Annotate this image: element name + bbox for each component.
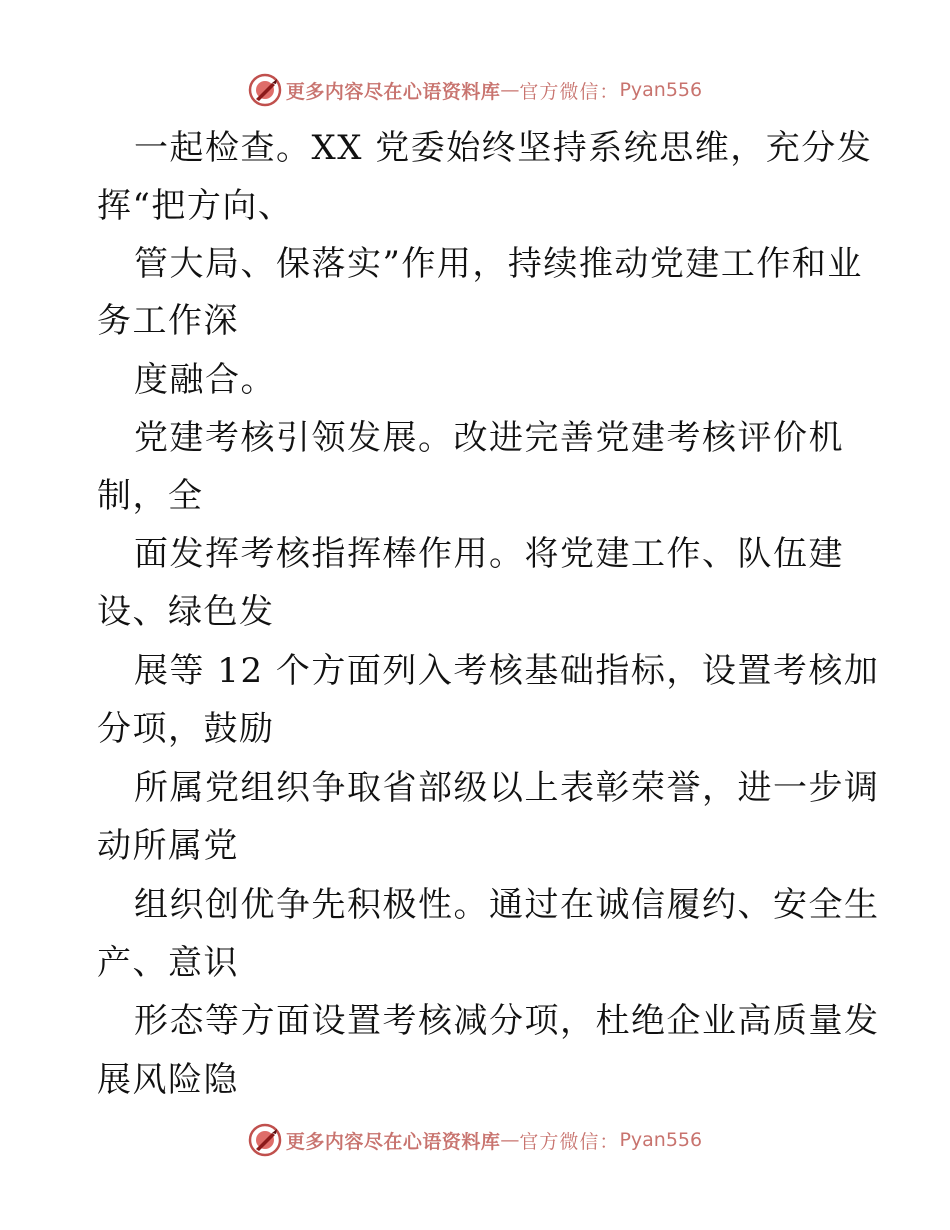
paragraph-line: 形态等方面设置考核减分项，杜绝企业高质量发 bbox=[134, 1001, 880, 1041]
watermark-brand-text: 更多内容尽在心语资料库 bbox=[285, 1130, 501, 1153]
footer-watermark bbox=[0, 1120, 950, 1160]
watermark-wechat-id: Pyan556 bbox=[619, 79, 703, 101]
paragraph-line: 产、意识 bbox=[97, 943, 239, 983]
paragraph-line: 度融合。 bbox=[134, 360, 276, 400]
paragraph-line: 展风险隐 bbox=[97, 1060, 239, 1100]
paragraph-line: 制，全 bbox=[97, 476, 204, 516]
paragraph-line: 组织创优争先积极性。通过在诚信履约、安全生 bbox=[134, 885, 880, 925]
paragraph-line: 一起检查。XX 党委始终坚持系统思维，充分发 bbox=[134, 128, 873, 168]
watermark-wechat-id: Pyan556 bbox=[619, 1129, 703, 1151]
header-watermark bbox=[0, 70, 950, 110]
brand-logo-icon bbox=[248, 1123, 282, 1157]
paragraph-line: 党建考核引领发展。改进完善党建考核评价机 bbox=[134, 418, 844, 458]
paragraph-line: 管大局、保落实”作用，持续推动党建工作和业 bbox=[134, 244, 863, 284]
paragraph-line: 设、绿色发 bbox=[97, 592, 275, 632]
paragraph-line: 所属党组织争取省部级以上表彰荣誉，进一步调 bbox=[134, 768, 880, 808]
watermark-official-label: 官方微信： bbox=[519, 80, 620, 103]
watermark-dash: — bbox=[500, 79, 520, 101]
paragraph-line: 动所属党 bbox=[97, 826, 239, 866]
watermark-brand-text: 更多内容尽在心语资料库 bbox=[285, 80, 501, 103]
watermark-official-label: 官方微信： bbox=[519, 1130, 620, 1153]
brand-logo-icon bbox=[248, 73, 282, 107]
watermark-dash: — bbox=[500, 1129, 520, 1151]
paragraph-line: 务工作深 bbox=[97, 301, 239, 341]
paragraph-line: 面发挥考核指挥棒作用。将党建工作、队伍建 bbox=[134, 534, 844, 574]
paragraph-line: 挥“把方向、 bbox=[97, 186, 294, 226]
paragraph-line: 分项，鼓励 bbox=[97, 709, 275, 749]
paragraph-line: 展等 12 个方面列入考核基础指标，设置考核加 bbox=[134, 651, 880, 691]
